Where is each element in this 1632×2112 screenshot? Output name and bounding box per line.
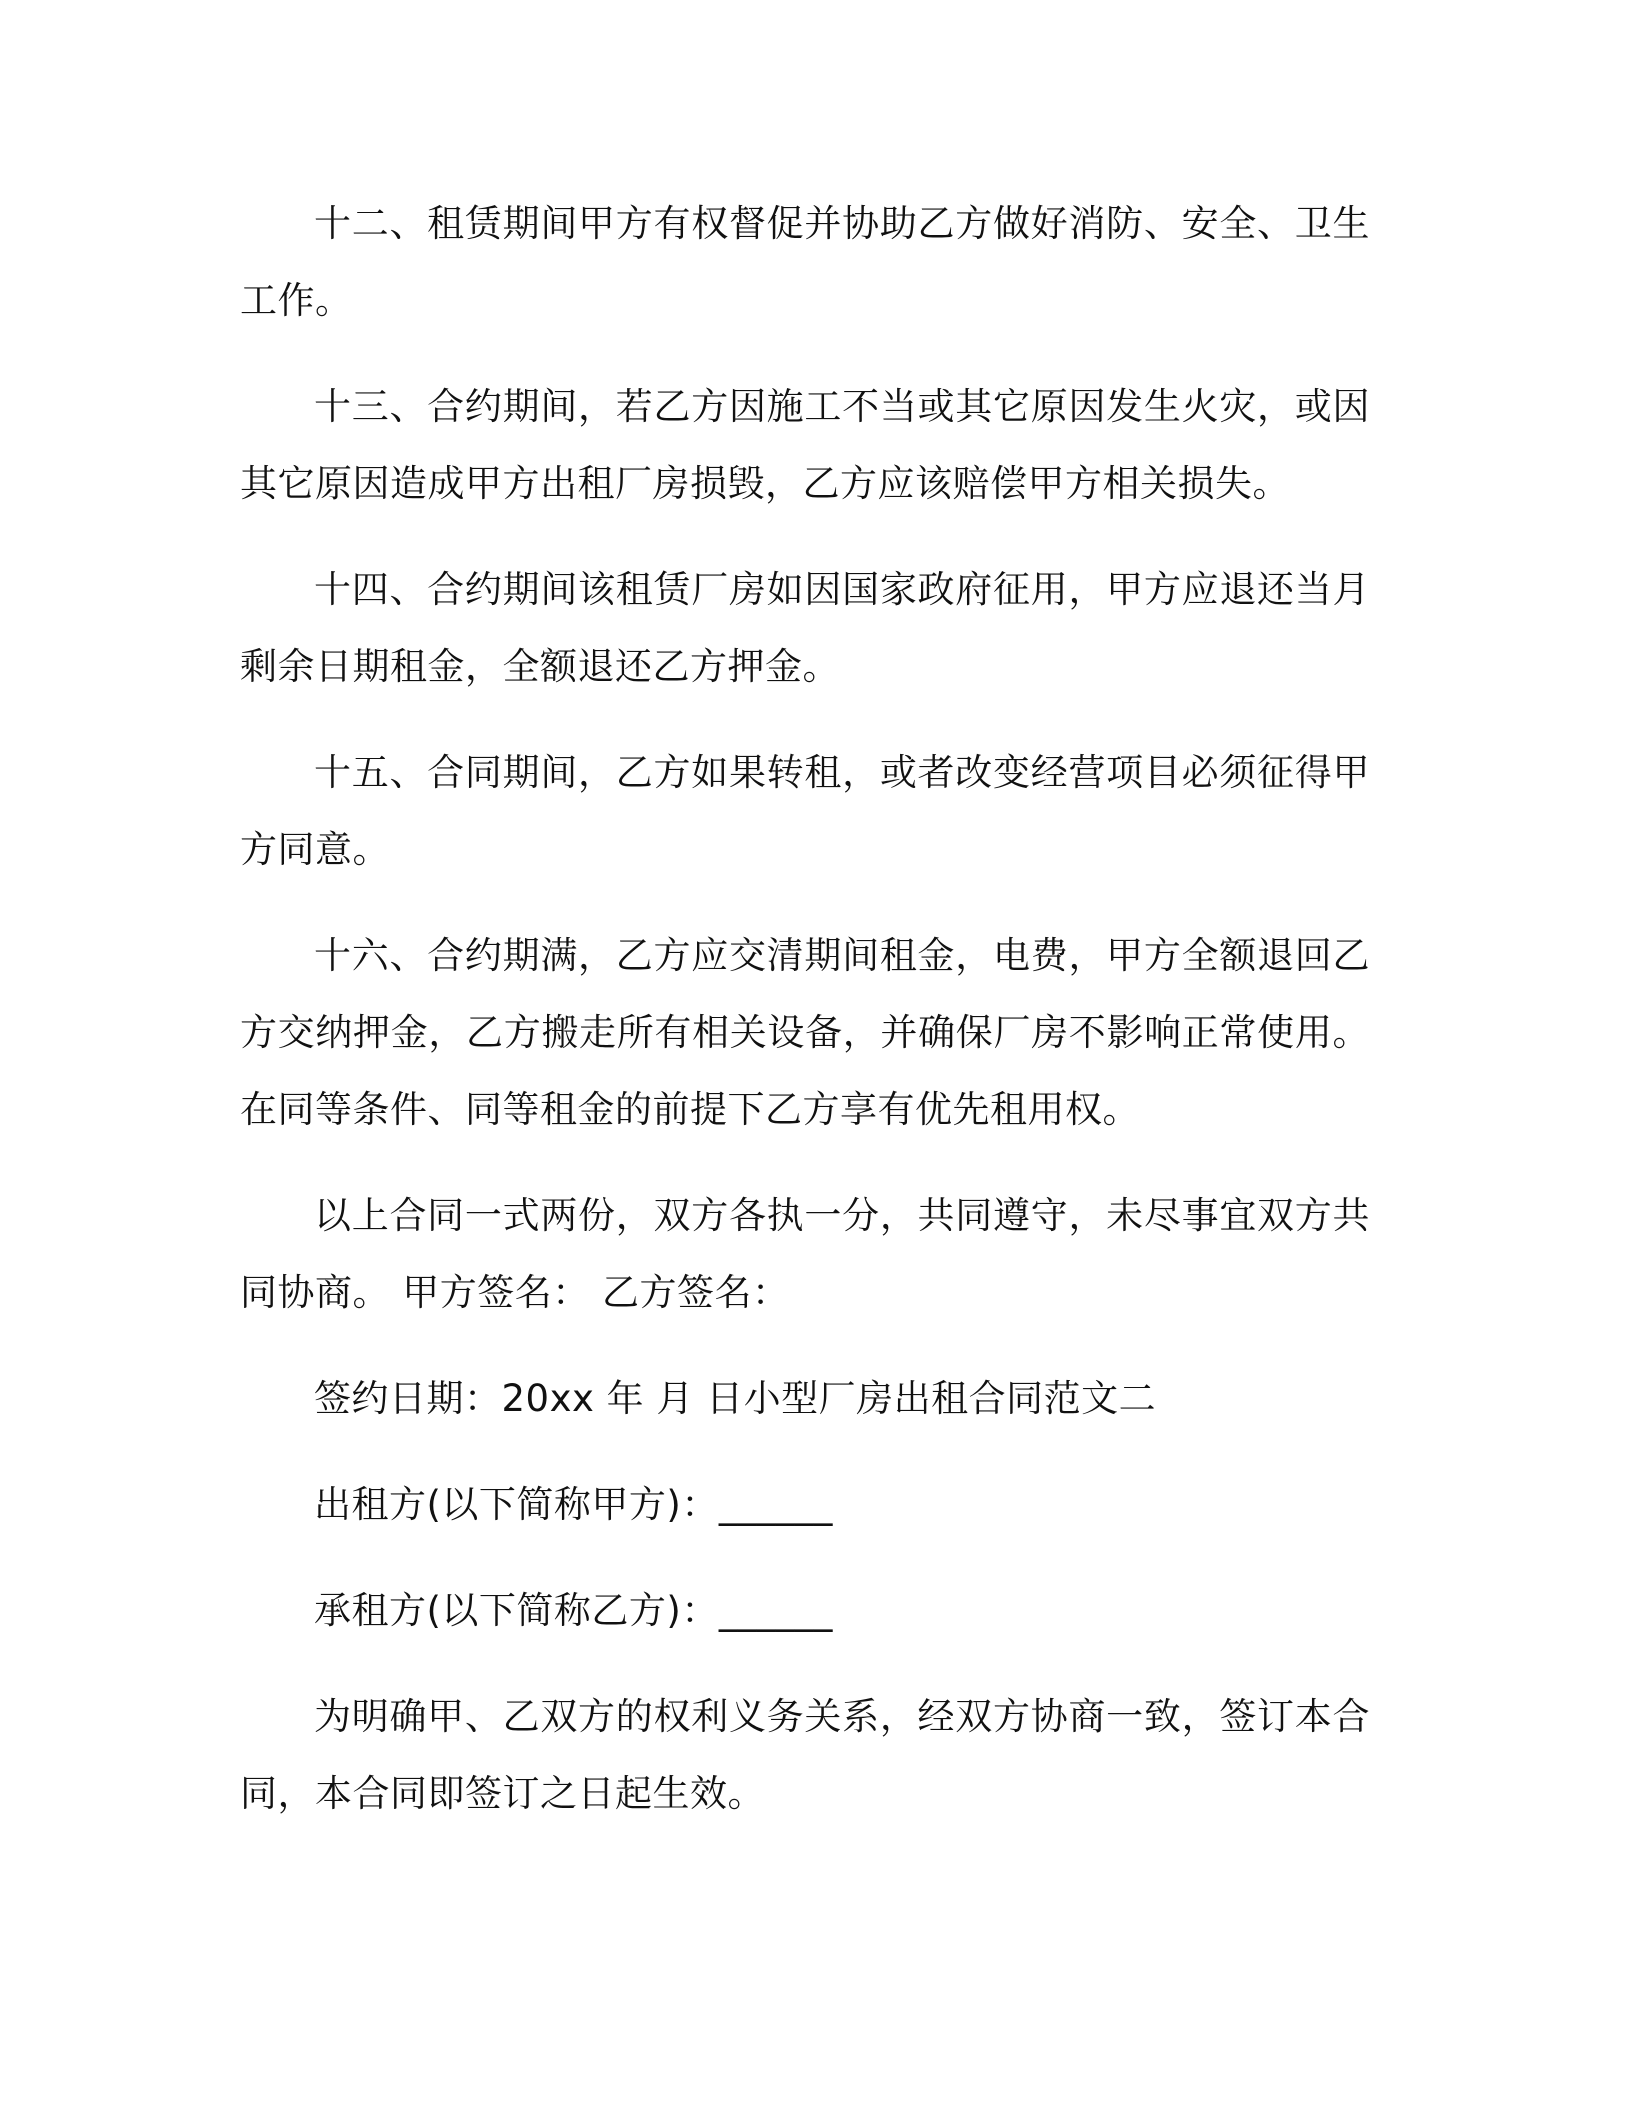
purpose-paragraph: 为明确甲、乙双方的权利义务关系，经双方协商一致，签订本合同，本合同即签订之日起生效。 bbox=[240, 1695, 1370, 1815]
lessor-line: 出租方(以下简称甲方)：______ bbox=[314, 1483, 833, 1526]
sign-date-line: 签约日期：20xx 年 月 日小型厂房出租合同范文二 bbox=[314, 1377, 1157, 1420]
clause-16: 十六、合约期满，乙方应交清期间租金，电费，甲方全额退回乙方交纳押金，乙方搬走所有相关设备，并确保厂房不影响正常使用。在同等条件、同等租金的前提下乙方享有优先租用权。 bbox=[240, 934, 1370, 1131]
clause-14: 十四、合约期间该租赁厂房如因国家政府征用，甲方应退还当月剩余日期租金，全额退还乙方押金。 bbox=[240, 568, 1370, 688]
clause-13: 十三、合约期间，若乙方因施工不当或其它原因发生火灾，或因其它原因造成甲方出租厂房损毁，乙方应该赔偿甲方相关损失。 bbox=[240, 385, 1370, 505]
clause-15: 十五、合同期间，乙方如果转租，或者改变经营项目必须征得甲方同意。 bbox=[240, 751, 1370, 871]
document-body bbox=[240, 185, 1370, 1861]
clause-12: 十二、租赁期间甲方有权督促并协助乙方做好消防、安全、卫生工作。 bbox=[240, 202, 1370, 322]
lessee-line: 承租方(以下简称乙方)：______ bbox=[314, 1589, 833, 1632]
closing-signatures: 以上合同一式两份，双方各执一分，共同遵守，未尽事宜双方共同协商。 甲方签名： 乙方签名： bbox=[240, 1194, 1370, 1314]
